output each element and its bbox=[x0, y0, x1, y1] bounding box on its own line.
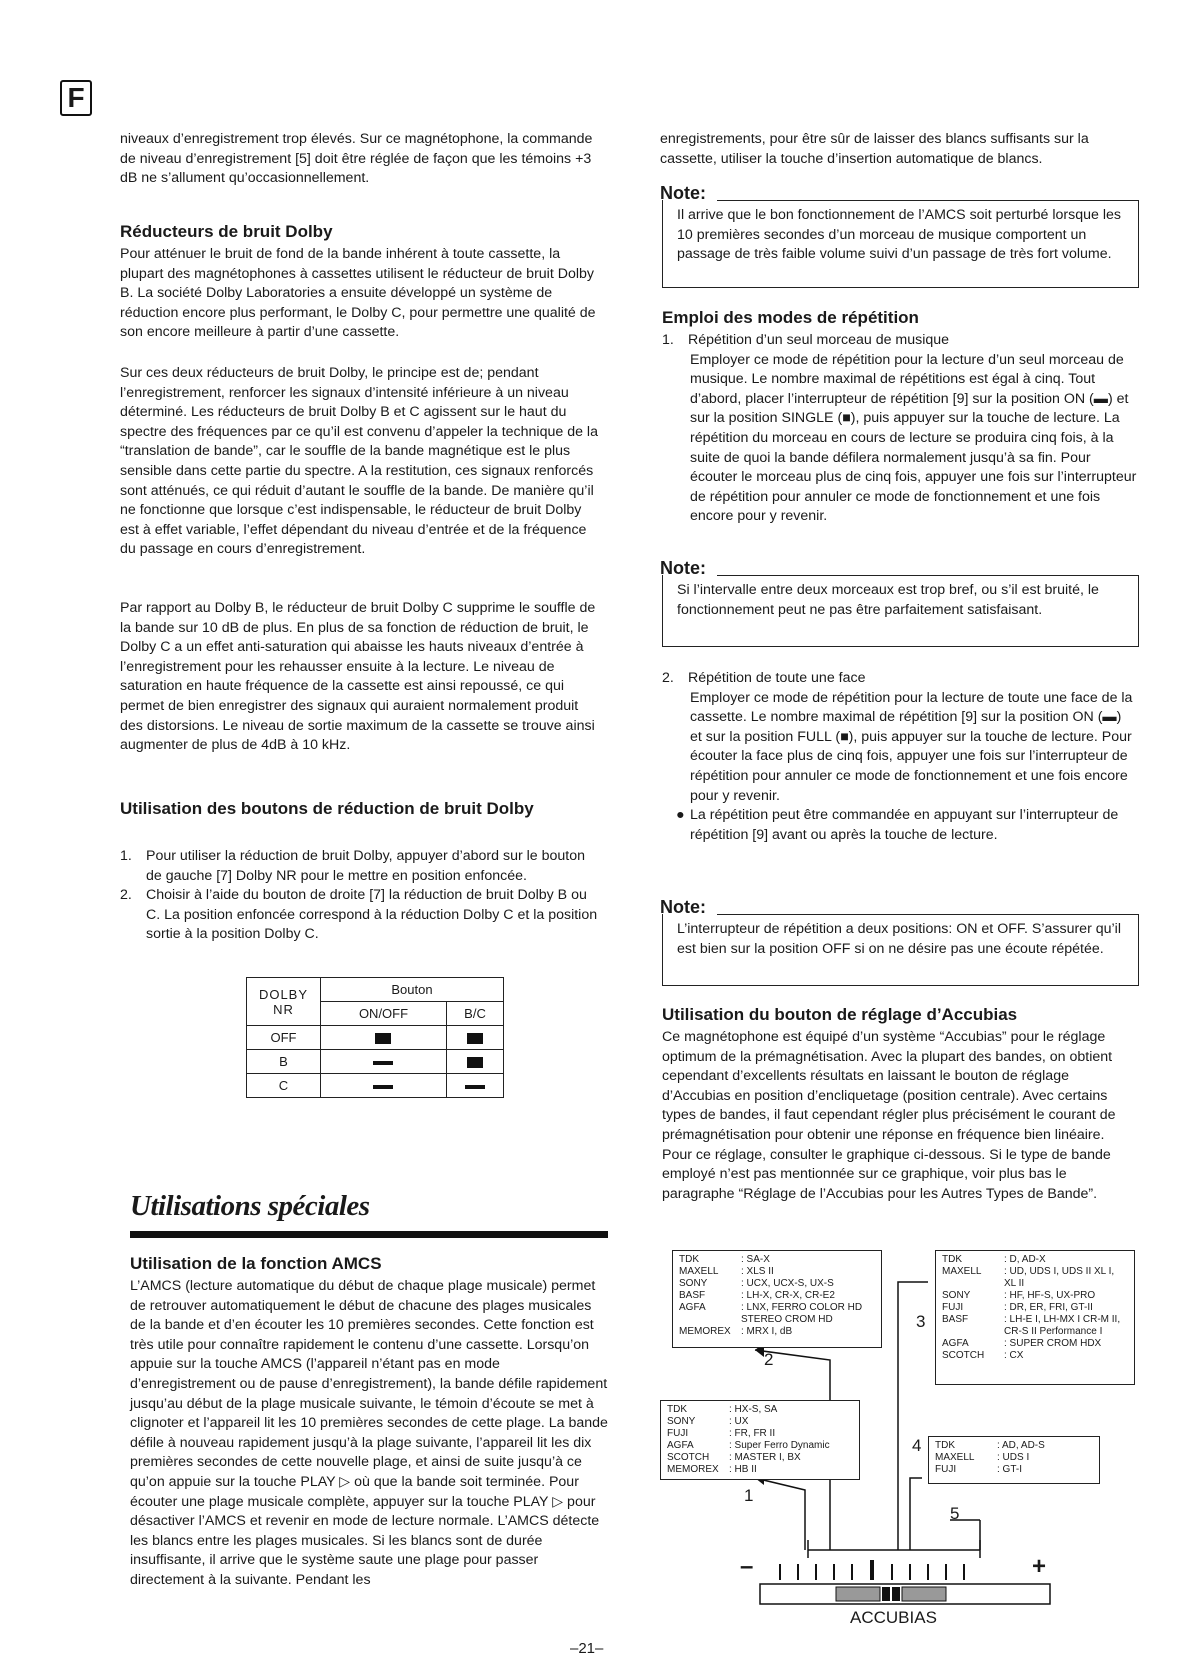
position-number-1: 1 bbox=[744, 1486, 754, 1505]
row-label: B bbox=[247, 1050, 321, 1074]
tape-row: SCOTCH : CX bbox=[942, 1350, 1024, 1361]
tape-row: MEMOREX : MRX I, dB bbox=[679, 1326, 793, 1337]
page-number: –21– bbox=[570, 1640, 604, 1657]
tape-row: MEMOREX : HB II bbox=[667, 1464, 757, 1475]
dolby-paragraph-1: Pour atténuer le bruit de fond de la bande inhérent à toute cassette, la plupart des magnétophones à cassettes utilisent le réducteur de bruit Dolby B. La société Dolby Laboratories a ensuite développé un système de réduction encore plus performant, le Dolby C, pour permettre une qualité de son encore meilleure à partir d’une cassette. bbox=[120, 246, 596, 341]
amcs-paragraph: L’AMCS (lecture automatique du début de chaque plage musicale) permet de retrouver automatiquement le début de chacune des plages musicales de la bande et d’en écouter les 10 premières secondes. Cette fonction est très utile pour connaître rapidement le contenu d’une cassette. Lorsqu’on appuie sur la touche AMCS (l’appareil n’étant pas en mode d’enregistrement ou de pause d’enregistrement), la bande défile rapidement jusqu’au début de la plage musicale suivante, le témoin d’écoute se met à clignoter et l’appareil lit les 10 premières secondes de cette plage. La bande défile à nouveau rapidement jusqu’à la plage suivante, l’appareil lit les dix premières secondes de cette nouvelle plage, et ainsi de suite jusqu’à ce qu’on appuie sur la touche PLAY ▷ où que la bande soit terminée. Pour écouter une plage musicale complète, appuyer sur la touche PLAY ▷ pour désactiver l’AMCS et revenir en mode de lecture normale. L’AMCS détecte les blancs entre les plages musicales. Si les blancs sont de durée insuffisante, il arrive que le système saute une plage pour passer directement à la suivante. Pendant les bbox=[130, 1278, 608, 1588]
dolby-table bbox=[246, 977, 504, 1098]
list-title: Répétition de toute une face bbox=[688, 670, 866, 686]
tape-row: SONY : UCX, UCX-S, UX-S bbox=[679, 1278, 834, 1289]
note-box bbox=[662, 200, 1139, 288]
amcs-heading: Utilisation de la fonction AMCS bbox=[130, 1254, 382, 1273]
tape-row: SONY : HF, HF-S, UX-PRO bbox=[942, 1290, 1096, 1301]
tape-row: TDK : AD, AD-S bbox=[935, 1440, 1045, 1451]
list-item bbox=[120, 886, 600, 945]
accubias-scale bbox=[660, 1560, 1140, 1610]
released-symbol bbox=[446, 1074, 503, 1098]
plus-label: + bbox=[1032, 1553, 1047, 1580]
released-symbol bbox=[321, 1050, 447, 1074]
tape-row: AGFA : LNX, FERRO COLOR HD STEREO CROM HD bbox=[679, 1302, 863, 1325]
table-row bbox=[247, 1050, 504, 1074]
note-text: Il arrive que le bon fonctionnement de l’AMCS soit perturbé lorsque les 10 premières secondes d’un morceau de musique comportent un passage de très faible volume suivi d’un passage de très fort volume. bbox=[677, 207, 1121, 263]
bullet-text: La répétition peut être commandée en appuyant sur l’interrupteur de répétition [9] avant ou après la touche de lecture. bbox=[690, 807, 1119, 843]
position-number-5: 5 bbox=[950, 1504, 960, 1523]
bullet-item bbox=[662, 806, 1137, 845]
table-group-header: Bouton bbox=[321, 978, 504, 1002]
table-corner: DOLBY NR bbox=[247, 978, 321, 1026]
list-number: 2. bbox=[120, 887, 132, 904]
repeat-heading: Emploi des modes de répétition bbox=[662, 308, 919, 327]
tape-row: AGFA : Super Ferro Dynamic bbox=[667, 1440, 830, 1451]
position-number-3: 3 bbox=[916, 1312, 926, 1331]
tape-row: TDK : SA-X bbox=[679, 1254, 770, 1265]
accubias-paragraph: Ce magnétophone est équipé d’un système “Accubias” pour le réglage optimum de la prémagnétisation. Avec la plupart des bandes, on obtient cependant d’excellents résultats en laissant le bouton de réglage d’Accubias en position d’encliquetage (position centrale). Avec certains types de bandes, il faut cependant régler plus précisément le courant de prémagnétisation pour obtenir une réponse en fréquence bien linéaire. Pour ce réglage, consulter le graphique ci-dessous. Si le type de bande employé n’est pas mentionnée sur ce graphique, voir plus bas le paragraphe “Réglage de l’Accubias pour les Autres Types de Bande”. bbox=[662, 1029, 1116, 1202]
tape-row: SONY : UX bbox=[667, 1416, 749, 1427]
tape-box-2 bbox=[672, 1250, 882, 1348]
note-text: L’interrupteur de répétition a deux positions: ON et OFF. S’assurer qu’il est bien sur la position OFF si on ne désire pas une écoute répétée. bbox=[677, 921, 1121, 957]
tape-box-1 bbox=[660, 1400, 860, 1480]
tape-row: TDK : HX-S, SA bbox=[667, 1404, 778, 1415]
table-row bbox=[247, 1026, 504, 1050]
list-number: 1. bbox=[662, 332, 674, 348]
list-text: Choisir à l’aide du bouton de droite [7] la réduction de bruit Dolby B ou C. La position enfoncée correspond à la réduction Dolby C et la position sortie à la position Dolby C. bbox=[146, 887, 598, 943]
tape-row: SCOTCH : MASTER I, BX bbox=[667, 1452, 801, 1463]
note-label: Note: bbox=[660, 897, 706, 917]
tape-row: FUJI : DR, ER, FRI, GT-II bbox=[942, 1302, 1093, 1313]
row-label: C bbox=[247, 1074, 321, 1098]
accubias-heading: Utilisation du bouton de réglage d’Accubias bbox=[662, 1005, 1018, 1024]
tape-row: AGFA : SUPER CROM HDX bbox=[942, 1338, 1102, 1349]
accubias-label: ACCUBIAS bbox=[850, 1608, 937, 1627]
list-number: 2. bbox=[662, 670, 674, 686]
tape-row: TDK : D, AD-X bbox=[942, 1254, 1046, 1265]
tape-row: BASF : LH-E I, LH-MX I CR-M II, CR-S II Performance I bbox=[942, 1314, 1121, 1337]
list-text: Employer ce mode de répétition pour la lecture de toute une face de la cassette. Le nombre maximal de répétition [9] sur la position ON (▬) et sur la position FULL (■), puis appuyer sur la touche de lecture. Pour écouter la face plus de cinq fois, appuyer une fois sur l’interrupteur de répétition pour annuler ce mode de fonctionnement et une fois encore pour y revenir. bbox=[690, 689, 1133, 804]
row-label: OFF bbox=[247, 1026, 321, 1050]
repeat-full bbox=[662, 669, 1137, 845]
position-number-4: 4 bbox=[912, 1436, 922, 1455]
tape-row: FUJI : GT-I bbox=[935, 1464, 1022, 1475]
special-uses-title: Utilisations spéciales bbox=[130, 1190, 370, 1222]
position-number-2: 2 bbox=[764, 1350, 774, 1369]
tape-row: FUJI : FR, FR II bbox=[667, 1428, 776, 1439]
note-box bbox=[662, 914, 1139, 986]
dolby-paragraph-3: Par rapport au Dolby B, le réducteur de bruit Dolby C supprime le souffle de la bande sur 10 dB de plus. En plus de sa fonction de réduction de bruit, le Dolby C a un effet anti-saturation qui abaisse les hauts niveaux d’entrée à l’enregistrement pour les rehausser ensuite à la lecture. Le niveau de saturation en haute fréquence de la cassette est ainsi repoussé, ce qui permet de bien enregistrer des signaux qui auraient normalement produit des distorsions. Le niveau de sortie maximum de la cassette se trouve ainsi augmenter de plus de 4dB à 10 kHz. bbox=[120, 600, 596, 754]
tape-row: MAXELL : UD, UDS I, UDS II XL I, XL II bbox=[942, 1266, 1115, 1289]
note-label: Note: bbox=[660, 558, 706, 578]
list-number: 1. bbox=[120, 848, 132, 864]
table-col-bc: B/C bbox=[446, 1002, 503, 1026]
pressed-symbol bbox=[446, 1050, 503, 1074]
tape-box-4 bbox=[928, 1436, 1100, 1484]
tape-row: BASF : LH-X, CR-X, CR-E2 bbox=[679, 1290, 835, 1301]
tape-row: MAXELL : UDS I bbox=[935, 1452, 1030, 1463]
list-text: Employer ce mode de répétition pour la lecture d’un seul morceau de musique. Le nombre maximal de répétitions est égal à cinq. Tout d’abord, placer l’interrupteur de répétition [9] sur la position ON (▬) et sur la position SINGLE (■), puis appuyer sur la touche de lecture. La répétition du morceau en cours de lecture se produira cinq fois, à la suite de quoi la bande défilera normalement jusqu’à sa fin. Pour écouter le morceau plus de cinq fois, appuyer une fois sur l’interrupteur de répétition pour annuler ce mode de fonctionnement et une fois encore pour y revenir. bbox=[690, 351, 1137, 525]
tape-row: MAXELL : XLS II bbox=[679, 1266, 774, 1277]
list-title: Répétition d’un seul morceau de musique bbox=[688, 332, 950, 348]
buttons-list bbox=[120, 847, 600, 945]
language-badge: F bbox=[60, 80, 92, 116]
continuation-paragraph: enregistrements, pour être sûr de laisser des blancs suffisants sur la cassette, utiliser la touche d’insertion automatique de blancs. bbox=[660, 131, 1089, 167]
list-item bbox=[120, 847, 600, 886]
list-text: Pour utiliser la réduction de bruit Dolby, appuyer d’abord sur le bouton de gauche [7] Dolby NR pour le mettre en position enfoncée. bbox=[146, 848, 586, 884]
note-box bbox=[662, 575, 1139, 647]
table-col-onoff: ON/OFF bbox=[321, 1002, 447, 1026]
dolby-heading: Réducteurs de bruit Dolby bbox=[120, 222, 333, 241]
tape-box-3 bbox=[935, 1250, 1135, 1385]
pressed-symbol bbox=[446, 1026, 503, 1050]
table-row bbox=[247, 1074, 504, 1098]
note-text: Si l’intervalle entre deux morceaux est trop bref, ou s’il est bruité, le fonctionnement peut ne pas être parfaitement satisfaisant. bbox=[677, 582, 1099, 618]
accubias-diagram bbox=[660, 1250, 1140, 1640]
intro-paragraph: niveaux d’enregistrement trop élevés. Sur ce magnétophone, la commande de niveau d’enregistrement [5] doit être réglée de façon que les témoins +3 dB ne s’allument qu’occasionnellement. bbox=[120, 131, 593, 187]
minus-label: – bbox=[740, 1553, 754, 1580]
pressed-symbol bbox=[321, 1026, 447, 1050]
title-rule bbox=[130, 1231, 608, 1238]
bullet-icon: ● bbox=[676, 807, 685, 824]
note-label: Note: bbox=[660, 183, 706, 203]
repeat-single bbox=[662, 331, 1137, 527]
buttons-heading: Utilisation des boutons de réduction de bruit Dolby bbox=[120, 799, 534, 818]
released-symbol bbox=[321, 1074, 447, 1098]
dolby-paragraph-2: Sur ces deux réducteurs de bruit Dolby, le principe est de; pendant l’enregistrement, renforcer les signaux d’intensité inférieure à un niveau déterminé. Les réducteurs de bruit Dolby B et C agissent sur le haut du spectre des fréquences par ce qu’il est convenu d’appeler la technique de la “translation de bande”, car le souffle de la bande magnétique est le plus sensible dans cette partie du spectre. A la restitution, ces signaux renforcés sont atténués, ce qui réduit d’autant le souffle de la bande. De manière qu’il ne fonctionne que lorsque c’est indispensable, le réducteur de bruit Dolby est à effet variable, l’effet dépendant du niveau d’entrée et de la fréquence du passage en cours d’enregistrement. bbox=[120, 365, 598, 558]
